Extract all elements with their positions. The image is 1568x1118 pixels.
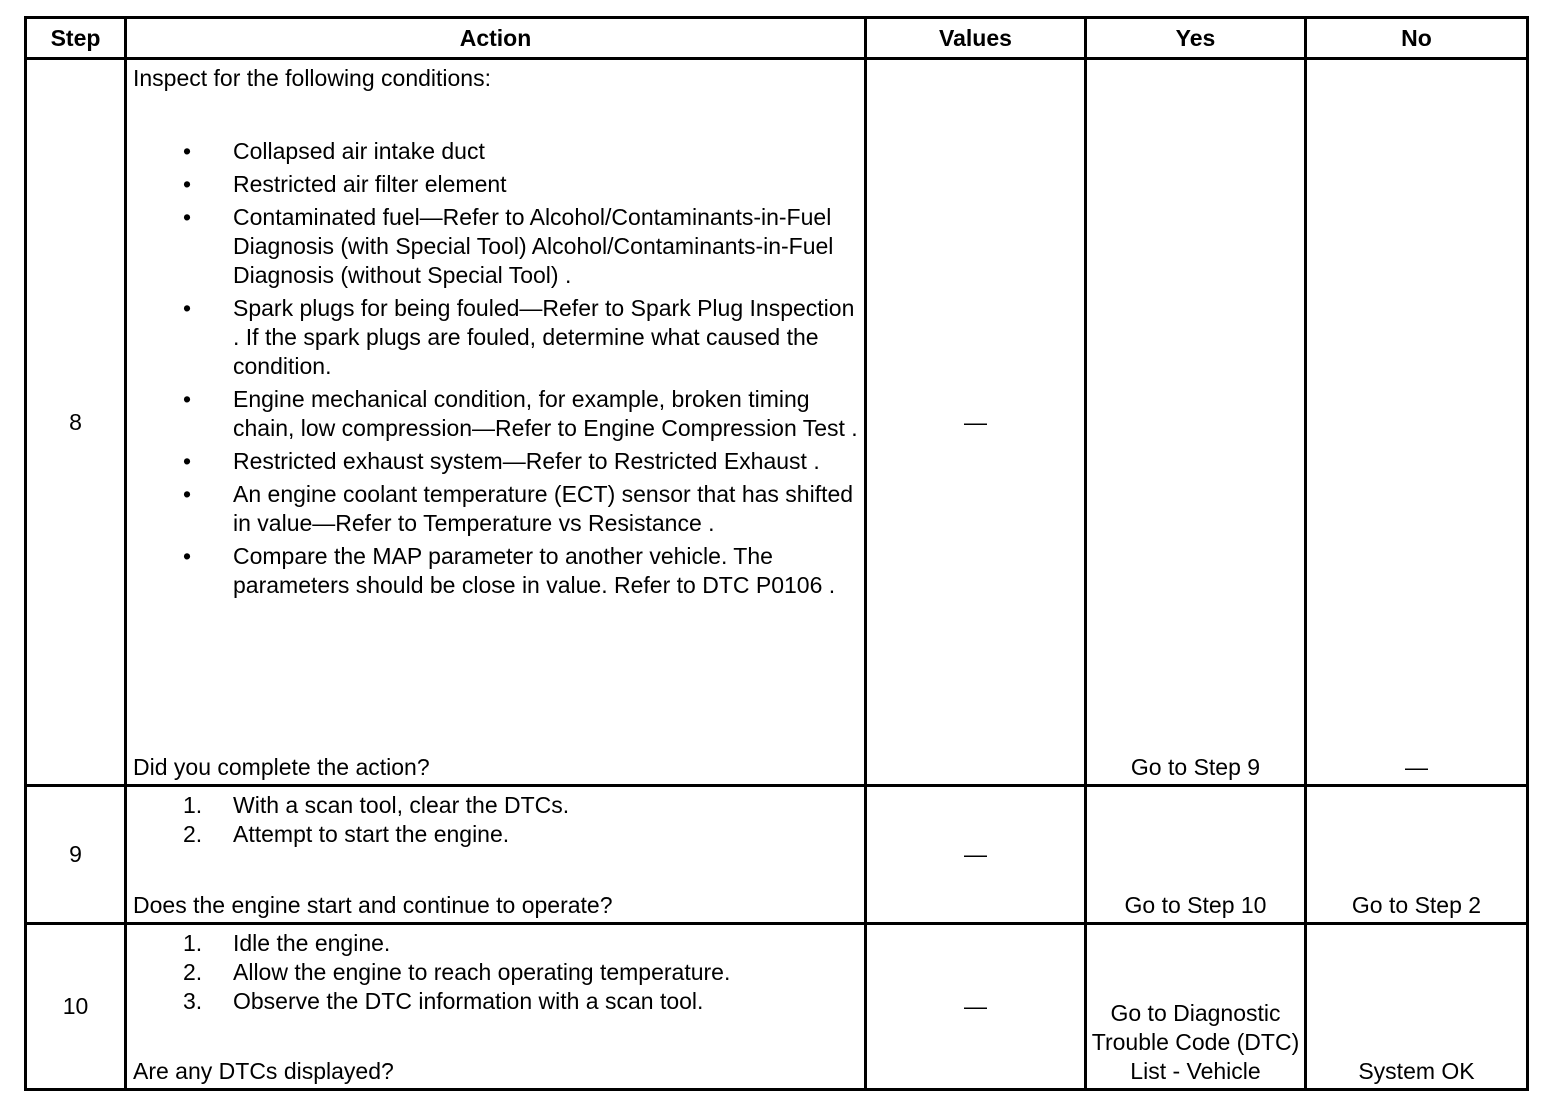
list-item-text: Restricted air filter element <box>233 171 507 197</box>
header-step: Step <box>26 18 126 59</box>
list-item <box>133 203 858 290</box>
bullet-icon: • <box>183 138 192 164</box>
header-action: Action <box>126 18 866 59</box>
list-item <box>133 294 858 381</box>
table-row-step-8 <box>26 59 1528 786</box>
list-number: 1. <box>183 930 203 956</box>
list-number: 3. <box>183 988 203 1014</box>
list-item-text: Idle the engine. <box>233 930 391 956</box>
bullet-icon: • <box>183 386 192 412</box>
diagnostic-table <box>24 16 1529 1091</box>
yes-cell-10: Go to Diagnostic Trouble Code (DTC) List - Vehicle <box>1086 924 1306 1090</box>
list-item-text: Observe the DTC information with a scan tool. <box>233 988 704 1014</box>
table-row-step-10 <box>26 924 1528 1090</box>
bullet-icon: • <box>183 171 192 197</box>
list-number: 2. <box>183 959 203 985</box>
no-cell-8: — <box>1306 59 1528 786</box>
list-item <box>133 480 858 538</box>
list-item <box>133 542 858 600</box>
bullet-icon: • <box>183 543 192 569</box>
list-item <box>133 791 858 820</box>
diagnostic-table-container <box>24 16 1529 1091</box>
header-values: Values <box>866 18 1086 59</box>
header-row <box>26 18 1528 59</box>
action-question-9: Does the engine start and continue to operate? <box>133 892 613 918</box>
condition-list <box>133 137 858 600</box>
no-cell-9: Go to Step 2 <box>1306 786 1528 924</box>
list-item-text: Engine mechanical condition, for example, broken timing chain, low compression—Refer to Engine Compression Test . <box>233 386 858 441</box>
list-item <box>133 820 858 849</box>
values-cell-9: — <box>866 786 1086 924</box>
action-question-10: Are any DTCs displayed? <box>133 1058 394 1084</box>
list-number: 1. <box>183 792 203 818</box>
header-yes: Yes <box>1086 18 1306 59</box>
yes-cell-8: Go to Step 9 <box>1086 59 1306 786</box>
bullet-icon: • <box>183 295 192 321</box>
step-number-9: 9 <box>26 786 126 924</box>
bullet-icon: • <box>183 204 192 230</box>
bullet-icon: • <box>183 448 192 474</box>
action-intro: Inspect for the following conditions: <box>133 65 491 91</box>
step-number-10: 10 <box>26 924 126 1090</box>
list-number: 2. <box>183 821 203 847</box>
list-item <box>133 958 858 987</box>
list-item <box>133 137 858 166</box>
yes-cell-9: Go to Step 10 <box>1086 786 1306 924</box>
list-item-text: An engine coolant temperature (ECT) sensor that has shifted in value—Refer to Temperature vs Resistance . <box>233 481 854 536</box>
list-item-text: Attempt to start the engine. <box>233 821 510 847</box>
values-cell-10: — <box>866 924 1086 1090</box>
action-question-8: Did you complete the action? <box>133 754 430 780</box>
bullet-icon: • <box>183 481 192 507</box>
list-item <box>133 170 858 199</box>
action-cell-10 <box>126 924 866 1090</box>
table-row-step-9 <box>26 786 1528 924</box>
action-cell-8 <box>126 59 866 786</box>
list-item <box>133 385 858 443</box>
instruction-list <box>133 791 858 849</box>
list-item-text: Collapsed air intake duct <box>233 138 485 164</box>
action-cell-9 <box>126 786 866 924</box>
values-cell-8: — <box>866 59 1086 786</box>
header-no: No <box>1306 18 1528 59</box>
list-item-text: Restricted exhaust system—Refer to Restricted Exhaust . <box>233 448 820 474</box>
list-item <box>133 447 858 476</box>
step-number-8: 8 <box>26 59 126 786</box>
instruction-list <box>133 929 858 1016</box>
list-item <box>133 987 858 1016</box>
list-item-text: Contaminated fuel—Refer to Alcohol/Contaminants-in-Fuel Diagnosis (with Special Tool) Alcohol/Contaminants-in-Fuel Diagnosis (without Special Tool) . <box>233 204 834 288</box>
list-item-text: With a scan tool, clear the DTCs. <box>233 792 570 818</box>
list-item-text: Allow the engine to reach operating temperature. <box>233 959 731 985</box>
list-item <box>133 929 858 958</box>
list-item-text: Compare the MAP parameter to another vehicle. The parameters should be close in value. Refer to DTC P0106 . <box>233 543 836 598</box>
no-cell-10: System OK <box>1306 924 1528 1090</box>
list-item-text: Spark plugs for being fouled—Refer to Spark Plug Inspection . If the spark plugs are fouled, determine what caused the condition. <box>233 295 855 379</box>
